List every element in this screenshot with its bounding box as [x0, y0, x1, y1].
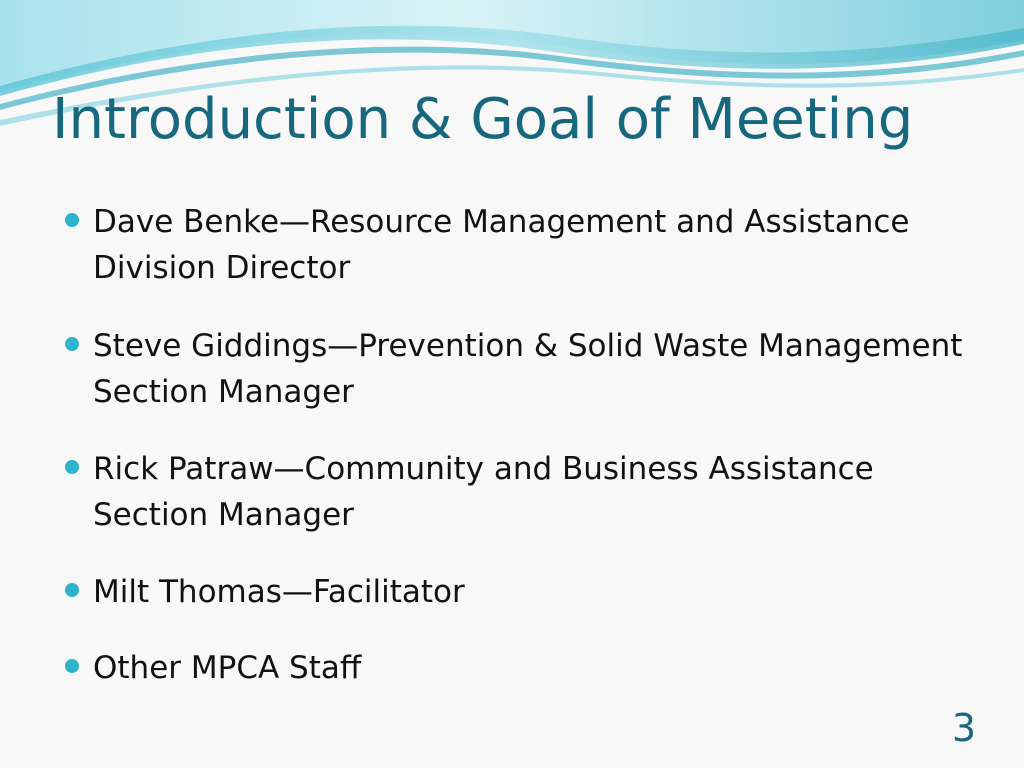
bullet-dot-icon	[65, 213, 79, 227]
bullet-text: Milt Thomas—Facilitator	[93, 574, 465, 610]
slide-number: 3	[951, 706, 976, 750]
bullet-item	[93, 446, 973, 538]
bullet-dot-icon	[65, 583, 79, 597]
bullet-text: Steve Giddings—Prevention & Solid Waste Management Section Manager	[93, 328, 963, 410]
bullet-dot-icon	[65, 460, 79, 474]
bullet-text: Other MPCA Staff	[93, 650, 362, 686]
bullet-item	[93, 199, 973, 291]
bullet-text: Dave Benke—Resource Management and Assistance Division Director	[93, 204, 910, 286]
bullet-item	[93, 569, 973, 615]
bullet-item	[93, 323, 973, 415]
bullet-dot-icon	[65, 337, 79, 351]
bullet-dot-icon	[65, 659, 79, 673]
bullet-item	[93, 645, 973, 691]
bullet-text: Rick Patraw—Community and Business Assistance Section Manager	[93, 451, 874, 533]
slide-title: Introduction & Goal of Meeting	[52, 87, 914, 152]
